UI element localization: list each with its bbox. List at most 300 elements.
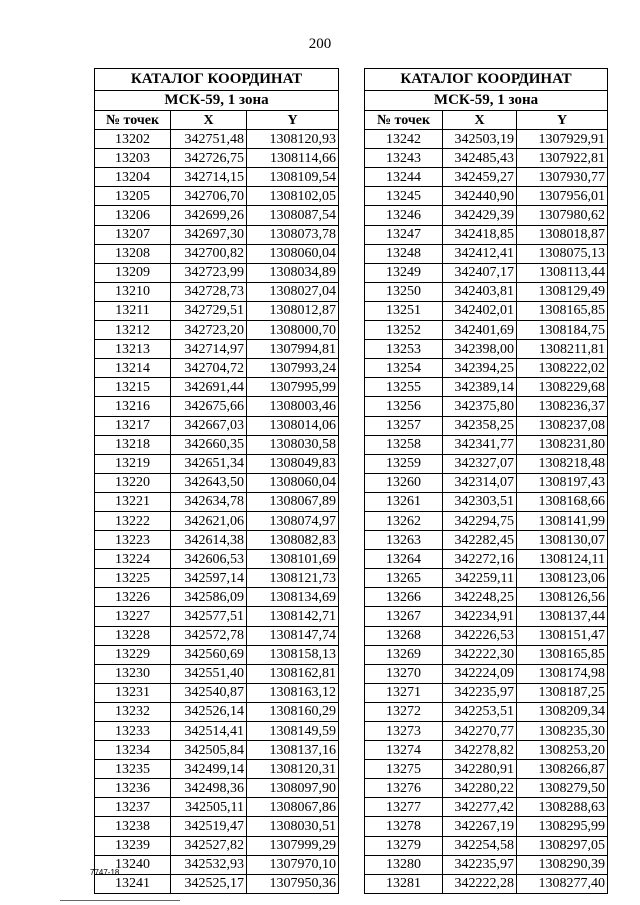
point-number: 13260 [365, 473, 443, 492]
point-number: 13244 [365, 168, 443, 187]
x-coordinate: 342514,41 [171, 722, 247, 741]
y-coordinate: 1308151,47 [517, 626, 608, 645]
point-number: 13262 [365, 511, 443, 530]
point-number: 13277 [365, 798, 443, 817]
table-row [365, 225, 608, 244]
x-coordinate: 342691,44 [171, 378, 247, 397]
table-row [365, 779, 608, 798]
column-header-num: № точек [95, 111, 171, 130]
y-coordinate: 1308030,51 [247, 817, 339, 836]
point-number: 13265 [365, 569, 443, 588]
table-row [95, 722, 339, 741]
table-row [95, 301, 339, 320]
point-number: 13257 [365, 416, 443, 435]
point-number: 13237 [95, 798, 171, 817]
table-row [365, 550, 608, 569]
point-number: 13233 [95, 722, 171, 741]
y-coordinate: 1307950,36 [247, 874, 339, 893]
x-coordinate: 342525,17 [171, 874, 247, 893]
table-row [365, 569, 608, 588]
x-coordinate: 342551,40 [171, 664, 247, 683]
y-coordinate: 1308162,81 [247, 664, 339, 683]
y-coordinate: 1308295,99 [517, 817, 608, 836]
point-number: 13278 [365, 817, 443, 836]
table-row [95, 531, 339, 550]
table-row [365, 282, 608, 301]
column-header-num: № точек [365, 111, 443, 130]
table-row [365, 473, 608, 492]
y-coordinate: 1308142,71 [247, 607, 339, 626]
y-coordinate: 1308266,87 [517, 760, 608, 779]
x-coordinate: 342418,85 [443, 225, 517, 244]
catalog-title: КАТАЛОГ КООРДИНАТ [95, 69, 339, 91]
x-coordinate: 342234,91 [443, 607, 517, 626]
point-number: 13263 [365, 531, 443, 550]
x-coordinate: 342586,09 [171, 588, 247, 607]
y-coordinate: 1307956,01 [517, 187, 608, 206]
table-row [95, 741, 339, 760]
y-coordinate: 1308290,39 [517, 855, 608, 874]
table-row [95, 321, 339, 340]
point-number: 13217 [95, 416, 171, 435]
y-coordinate: 1308067,89 [247, 492, 339, 511]
table-row [95, 626, 339, 645]
y-coordinate: 1308235,30 [517, 722, 608, 741]
table-row [365, 702, 608, 721]
x-coordinate: 342606,53 [171, 550, 247, 569]
point-number: 13259 [365, 454, 443, 473]
x-coordinate: 342729,51 [171, 301, 247, 320]
y-coordinate: 1308236,37 [517, 397, 608, 416]
x-coordinate: 342700,82 [171, 244, 247, 263]
point-number: 13279 [365, 836, 443, 855]
y-coordinate: 1307980,62 [517, 206, 608, 225]
table-row [365, 168, 608, 187]
x-coordinate: 342280,91 [443, 760, 517, 779]
x-coordinate: 342572,78 [171, 626, 247, 645]
point-number: 13221 [95, 492, 171, 511]
x-coordinate: 342634,78 [171, 492, 247, 511]
table-row [365, 378, 608, 397]
point-number: 13206 [95, 206, 171, 225]
table-row [95, 836, 339, 855]
table-row [95, 874, 339, 893]
point-number: 13228 [95, 626, 171, 645]
point-number: 13230 [95, 664, 171, 683]
y-coordinate: 1308120,93 [247, 130, 339, 149]
y-coordinate: 1308288,63 [517, 798, 608, 817]
x-coordinate: 342532,93 [171, 855, 247, 874]
point-number: 13243 [365, 149, 443, 168]
x-coordinate: 342498,36 [171, 779, 247, 798]
table-row [95, 149, 339, 168]
point-number: 13218 [95, 435, 171, 454]
table-row [95, 206, 339, 225]
table-row [95, 416, 339, 435]
x-coordinate: 342280,22 [443, 779, 517, 798]
x-coordinate: 342714,97 [171, 340, 247, 359]
y-coordinate: 1308123,06 [517, 569, 608, 588]
point-number: 13213 [95, 340, 171, 359]
y-coordinate: 1308102,05 [247, 187, 339, 206]
x-coordinate: 342398,00 [443, 340, 517, 359]
x-coordinate: 342577,51 [171, 607, 247, 626]
table-row [365, 531, 608, 550]
table-row [95, 492, 339, 511]
point-number: 13203 [95, 149, 171, 168]
coordinate-catalog-table-left [94, 68, 339, 894]
point-number: 13252 [365, 321, 443, 340]
point-number: 13258 [365, 435, 443, 454]
x-coordinate: 342341,77 [443, 435, 517, 454]
x-coordinate: 342226,53 [443, 626, 517, 645]
y-coordinate: 1308003,46 [247, 397, 339, 416]
y-coordinate: 1308049,83 [247, 454, 339, 473]
point-number: 13239 [95, 836, 171, 855]
table-row [365, 397, 608, 416]
x-coordinate: 342723,20 [171, 321, 247, 340]
table-row [365, 836, 608, 855]
point-number: 13209 [95, 263, 171, 282]
table-row [95, 263, 339, 282]
y-coordinate: 1308073,78 [247, 225, 339, 244]
table-row [365, 416, 608, 435]
y-coordinate: 1308012,87 [247, 301, 339, 320]
point-number: 13251 [365, 301, 443, 320]
x-coordinate: 342540,87 [171, 683, 247, 702]
y-coordinate: 1308168,66 [517, 492, 608, 511]
point-number: 13280 [365, 855, 443, 874]
table-row [365, 149, 608, 168]
point-number: 13241 [95, 874, 171, 893]
x-coordinate: 342651,34 [171, 454, 247, 473]
x-coordinate: 342440,90 [443, 187, 517, 206]
point-number: 13261 [365, 492, 443, 511]
point-number: 13224 [95, 550, 171, 569]
table-row [365, 321, 608, 340]
x-coordinate: 342401,69 [443, 321, 517, 340]
x-coordinate: 342235,97 [443, 683, 517, 702]
point-number: 13223 [95, 531, 171, 550]
point-number: 13219 [95, 454, 171, 473]
y-coordinate: 1308165,85 [517, 301, 608, 320]
x-coordinate: 342697,30 [171, 225, 247, 244]
x-coordinate: 342402,01 [443, 301, 517, 320]
y-coordinate: 1308121,73 [247, 569, 339, 588]
x-coordinate: 342459,27 [443, 168, 517, 187]
x-coordinate: 342723,99 [171, 263, 247, 282]
table-row [95, 702, 339, 721]
point-number: 13274 [365, 741, 443, 760]
y-coordinate: 1308187,25 [517, 683, 608, 702]
y-coordinate: 1307929,91 [517, 130, 608, 149]
y-coordinate: 1308074,97 [247, 511, 339, 530]
x-coordinate: 342706,70 [171, 187, 247, 206]
y-coordinate: 1308060,04 [247, 244, 339, 263]
y-coordinate: 1307970,10 [247, 855, 339, 874]
x-coordinate: 342643,50 [171, 473, 247, 492]
table-row [95, 397, 339, 416]
table-row [365, 492, 608, 511]
y-coordinate: 1308014,06 [247, 416, 339, 435]
table-row [95, 130, 339, 149]
bottom-divider [60, 900, 180, 901]
x-coordinate: 342429,39 [443, 206, 517, 225]
x-coordinate: 342699,26 [171, 206, 247, 225]
y-coordinate: 1307994,81 [247, 340, 339, 359]
x-coordinate: 342675,66 [171, 397, 247, 416]
table-row [95, 359, 339, 378]
table-row [95, 550, 339, 569]
point-number: 13281 [365, 874, 443, 893]
point-number: 13231 [95, 683, 171, 702]
y-coordinate: 1308163,12 [247, 683, 339, 702]
table-row [365, 626, 608, 645]
y-coordinate: 1308126,56 [517, 588, 608, 607]
point-number: 13270 [365, 664, 443, 683]
x-coordinate: 342412,41 [443, 244, 517, 263]
table-row [365, 741, 608, 760]
x-coordinate: 342526,14 [171, 702, 247, 721]
x-coordinate: 342294,75 [443, 511, 517, 530]
point-number: 13246 [365, 206, 443, 225]
point-number: 13204 [95, 168, 171, 187]
point-number: 13236 [95, 779, 171, 798]
x-coordinate: 342403,81 [443, 282, 517, 301]
point-number: 13235 [95, 760, 171, 779]
x-coordinate: 342224,09 [443, 664, 517, 683]
table-row [365, 855, 608, 874]
y-coordinate: 1308120,31 [247, 760, 339, 779]
column-header-y: Y [247, 111, 339, 130]
x-coordinate: 342235,97 [443, 855, 517, 874]
zone-label: МСК-59, 1 зона [95, 91, 339, 111]
table-row [365, 722, 608, 741]
table-row [365, 798, 608, 817]
x-coordinate: 342327,07 [443, 454, 517, 473]
y-coordinate: 1308237,08 [517, 416, 608, 435]
y-coordinate: 1308279,50 [517, 779, 608, 798]
y-coordinate: 1308211,81 [517, 340, 608, 359]
x-coordinate: 342751,48 [171, 130, 247, 149]
table-row [365, 683, 608, 702]
y-coordinate: 1307993,24 [247, 359, 339, 378]
point-number: 13212 [95, 321, 171, 340]
y-coordinate: 1307995,99 [247, 378, 339, 397]
point-number: 13275 [365, 760, 443, 779]
y-coordinate: 1308229,68 [517, 378, 608, 397]
table-row [365, 206, 608, 225]
y-coordinate: 1308109,54 [247, 168, 339, 187]
x-coordinate: 342375,80 [443, 397, 517, 416]
point-number: 13238 [95, 817, 171, 836]
point-number: 13232 [95, 702, 171, 721]
y-coordinate: 1308297,05 [517, 836, 608, 855]
column-header-x: X [443, 111, 517, 130]
point-number: 13271 [365, 683, 443, 702]
point-number: 13227 [95, 607, 171, 626]
table-row [365, 187, 608, 206]
table-row [365, 817, 608, 836]
x-coordinate: 342505,11 [171, 798, 247, 817]
table-row [95, 607, 339, 626]
point-number: 13211 [95, 301, 171, 320]
x-coordinate: 342597,14 [171, 569, 247, 588]
y-coordinate: 1308197,43 [517, 473, 608, 492]
y-coordinate: 1308113,44 [517, 263, 608, 282]
x-coordinate: 342667,03 [171, 416, 247, 435]
point-number: 13234 [95, 741, 171, 760]
x-coordinate: 342272,16 [443, 550, 517, 569]
table-row [95, 168, 339, 187]
y-coordinate: 1307930,77 [517, 168, 608, 187]
x-coordinate: 342614,38 [171, 531, 247, 550]
table-row [365, 607, 608, 626]
y-coordinate: 1308277,40 [517, 874, 608, 893]
point-number: 13245 [365, 187, 443, 206]
point-number: 13222 [95, 511, 171, 530]
y-coordinate: 1308160,29 [247, 702, 339, 721]
table-row [95, 244, 339, 263]
point-number: 13268 [365, 626, 443, 645]
y-coordinate: 1308101,69 [247, 550, 339, 569]
y-coordinate: 1308141,99 [517, 511, 608, 530]
y-coordinate: 1308137,16 [247, 741, 339, 760]
x-coordinate: 342270,77 [443, 722, 517, 741]
y-coordinate: 1307999,29 [247, 836, 339, 855]
y-coordinate: 1308147,74 [247, 626, 339, 645]
y-coordinate: 1308149,59 [247, 722, 339, 741]
y-coordinate: 1308124,11 [517, 550, 608, 569]
point-number: 13269 [365, 645, 443, 664]
point-number: 13267 [365, 607, 443, 626]
table-row [365, 359, 608, 378]
y-coordinate: 1308218,48 [517, 454, 608, 473]
point-number: 13273 [365, 722, 443, 741]
y-coordinate: 1308082,83 [247, 531, 339, 550]
point-number: 13253 [365, 340, 443, 359]
column-header-x: X [171, 111, 247, 130]
y-coordinate: 1308165,85 [517, 645, 608, 664]
table-row [95, 473, 339, 492]
y-coordinate: 1308075,13 [517, 244, 608, 263]
point-number: 13248 [365, 244, 443, 263]
table-row [95, 187, 339, 206]
table-row [95, 340, 339, 359]
table-row [365, 340, 608, 359]
y-coordinate: 1308097,90 [247, 779, 339, 798]
table-row [95, 664, 339, 683]
y-coordinate: 1308030,58 [247, 435, 339, 454]
x-coordinate: 342222,28 [443, 874, 517, 893]
catalog-title: КАТАЛОГ КООРДИНАТ [365, 69, 608, 91]
point-number: 13264 [365, 550, 443, 569]
table-row [365, 645, 608, 664]
y-coordinate: 1307922,81 [517, 149, 608, 168]
point-number: 13250 [365, 282, 443, 301]
y-coordinate: 1308209,34 [517, 702, 608, 721]
y-coordinate: 1308114,66 [247, 149, 339, 168]
y-coordinate: 1308000,70 [247, 321, 339, 340]
table-row [95, 454, 339, 473]
table-row [95, 282, 339, 301]
table-row [365, 588, 608, 607]
y-coordinate: 1308253,20 [517, 741, 608, 760]
point-number: 13214 [95, 359, 171, 378]
point-number: 13207 [95, 225, 171, 244]
table-row [365, 874, 608, 893]
table-row [95, 511, 339, 530]
x-coordinate: 342485,43 [443, 149, 517, 168]
x-coordinate: 342222,30 [443, 645, 517, 664]
table-row [95, 855, 339, 874]
table-row [365, 301, 608, 320]
y-coordinate: 1308087,54 [247, 206, 339, 225]
x-coordinate: 342394,25 [443, 359, 517, 378]
point-number: 13256 [365, 397, 443, 416]
table-row [365, 511, 608, 530]
coordinate-catalog-table-right [364, 68, 608, 894]
x-coordinate: 342358,25 [443, 416, 517, 435]
table-row [95, 435, 339, 454]
table-row [95, 817, 339, 836]
y-coordinate: 1308158,13 [247, 645, 339, 664]
table-row [95, 760, 339, 779]
table-row [365, 435, 608, 454]
point-number: 13272 [365, 702, 443, 721]
point-number: 13229 [95, 645, 171, 664]
x-coordinate: 342267,19 [443, 817, 517, 836]
x-coordinate: 342248,25 [443, 588, 517, 607]
point-number: 13242 [365, 130, 443, 149]
x-coordinate: 342726,75 [171, 149, 247, 168]
point-number: 13247 [365, 225, 443, 244]
table-row [365, 244, 608, 263]
y-coordinate: 1308222,02 [517, 359, 608, 378]
y-coordinate: 1308231,80 [517, 435, 608, 454]
x-coordinate: 342505,84 [171, 741, 247, 760]
table-row [365, 130, 608, 149]
y-coordinate: 1308018,87 [517, 225, 608, 244]
point-number: 13225 [95, 569, 171, 588]
table-row [95, 779, 339, 798]
table-row [95, 569, 339, 588]
point-number: 13276 [365, 779, 443, 798]
table-row [95, 378, 339, 397]
point-number: 13266 [365, 588, 443, 607]
document-code: 7747-18 [90, 868, 120, 877]
point-number: 13208 [95, 244, 171, 263]
point-number: 13202 [95, 130, 171, 149]
table-row [365, 454, 608, 473]
x-coordinate: 342259,11 [443, 569, 517, 588]
table-row [365, 664, 608, 683]
table-row [95, 588, 339, 607]
point-number: 13215 [95, 378, 171, 397]
page-number: 200 [308, 36, 332, 52]
point-number: 13205 [95, 187, 171, 206]
y-coordinate: 1308034,89 [247, 263, 339, 282]
x-coordinate: 342503,19 [443, 130, 517, 149]
table-row [95, 683, 339, 702]
x-coordinate: 342282,45 [443, 531, 517, 550]
x-coordinate: 342660,35 [171, 435, 247, 454]
table-row [95, 225, 339, 244]
x-coordinate: 342389,14 [443, 378, 517, 397]
point-number: 13249 [365, 263, 443, 282]
x-coordinate: 342499,14 [171, 760, 247, 779]
x-coordinate: 342253,51 [443, 702, 517, 721]
